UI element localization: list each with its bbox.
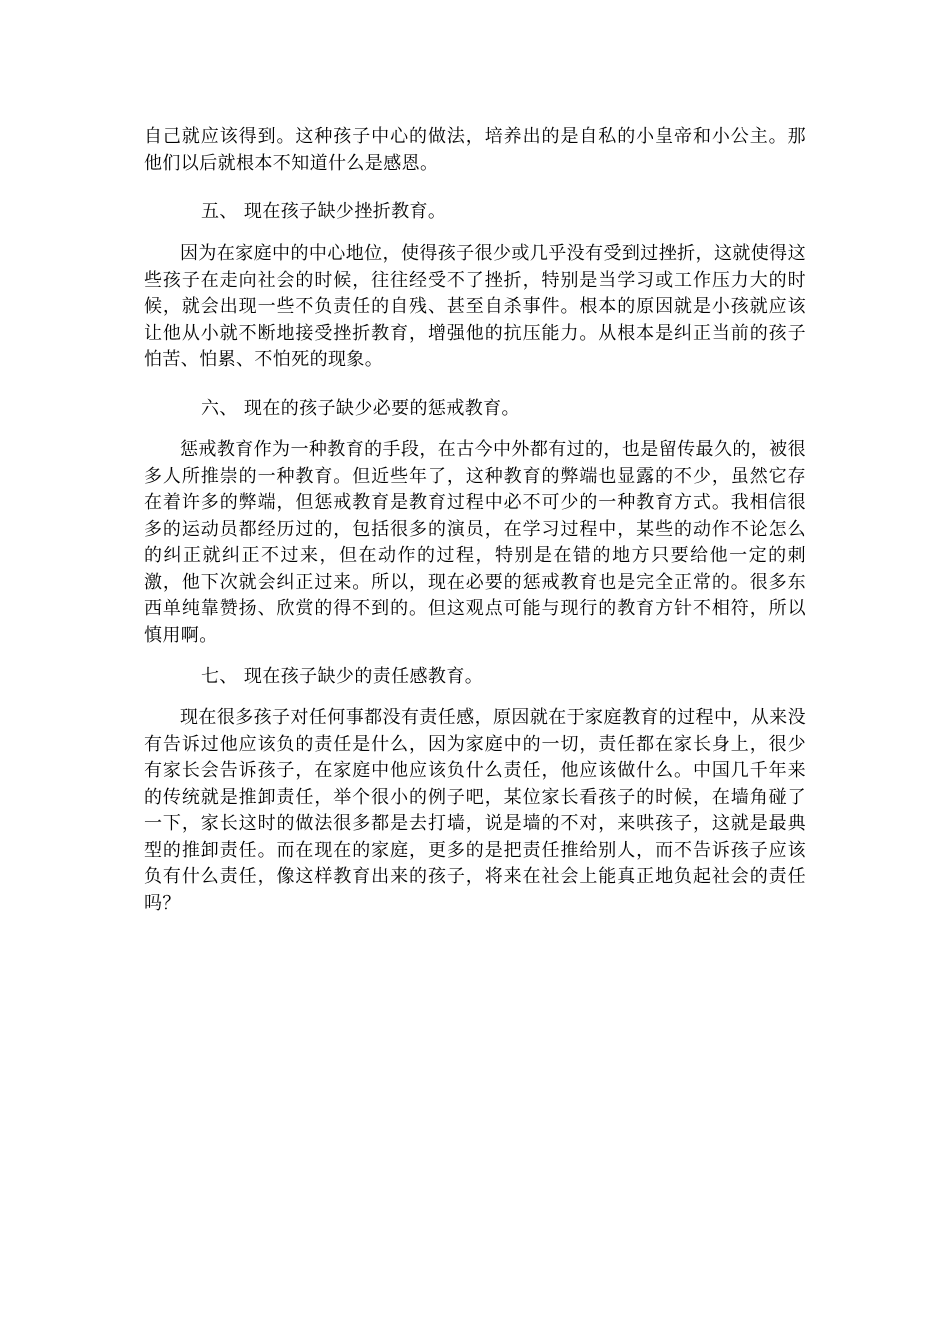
continuation-paragraph: 自己就应该得到。这种孩子中心的做法，培养出的是自私的小皇帝和小公主。那他们以后就根本不知道什么是感恩。 — [144, 126, 806, 174]
section-heading-6: 六、 现在的孩子缺少必要的惩戒教育。 — [201, 398, 520, 419]
section-body-5: 因为在家庭中的中心地位，使得孩子很少或几乎没有受到过挫折，这就使得这些孩子在走向社会的时候，往往经受不了挫折，特别是当学习或工作压力大的时候，就会出现一些不负责任的自残、甚至自杀事件。根本的原因就是小孩就应该让他从小就不断地接受挫折教育，增强他的抗压能力。从根本是纠正当前的孩子怕苦、怕累、不怕死的现象。 — [144, 243, 806, 370]
section-heading-7: 七、 现在孩子缺少的责任感教育。 — [201, 666, 484, 687]
section-body-6: 惩戒教育作为一种教育的手段，在古今中外都有过的，也是留传最久的，被很多人所推崇的一种教育。但近些年了，这种教育的弊端也显露的不少，虽然它存在着许多的弊端，但惩戒教育是教育过程中必不可少的一种教育方式。我相信很多的运动员都经历过的，包括很多的演员，在学习过程中，某些的动作不论怎么的纠正就纠正不过来，但在动作的过程，特别是在错的地方只要给他一定的刺激，他下次就会纠正过来。所以，现在必要的惩戒教育也是完全正常的。很多东西单纯靠赞扬、欣赏的得不到的。但这观点可能与现行的教育方针不相符，所以慎用啊。 — [144, 439, 806, 646]
section-heading-5: 五、 现在孩子缺少挫折教育。 — [201, 201, 447, 222]
section-body-7: 现在很多孩子对任何事都没有责任感，原因就在于家庭教育的过程中，从来没有告诉过他应该负的责任是什么，因为家庭中的一切，责任都在家长身上，很少有家长会告诉孩子，在家庭中他应该负什么责任，他应该做什么。中国几千年来的传统就是推卸责任，举个很小的例子吧，某位家长看孩子的时候，在墙角碰了一下，家长这时的做法很多都是去打墙，说是墙的不对，来哄孩子，这就是最典型的推卸责任。而在现在的家庭，更多的是把责任推给别人，而不告诉孩子应该负有什么责任，像这样教育出来的孩子，将来在社会上能真正地负起社会的责任吗？ — [144, 707, 806, 914]
